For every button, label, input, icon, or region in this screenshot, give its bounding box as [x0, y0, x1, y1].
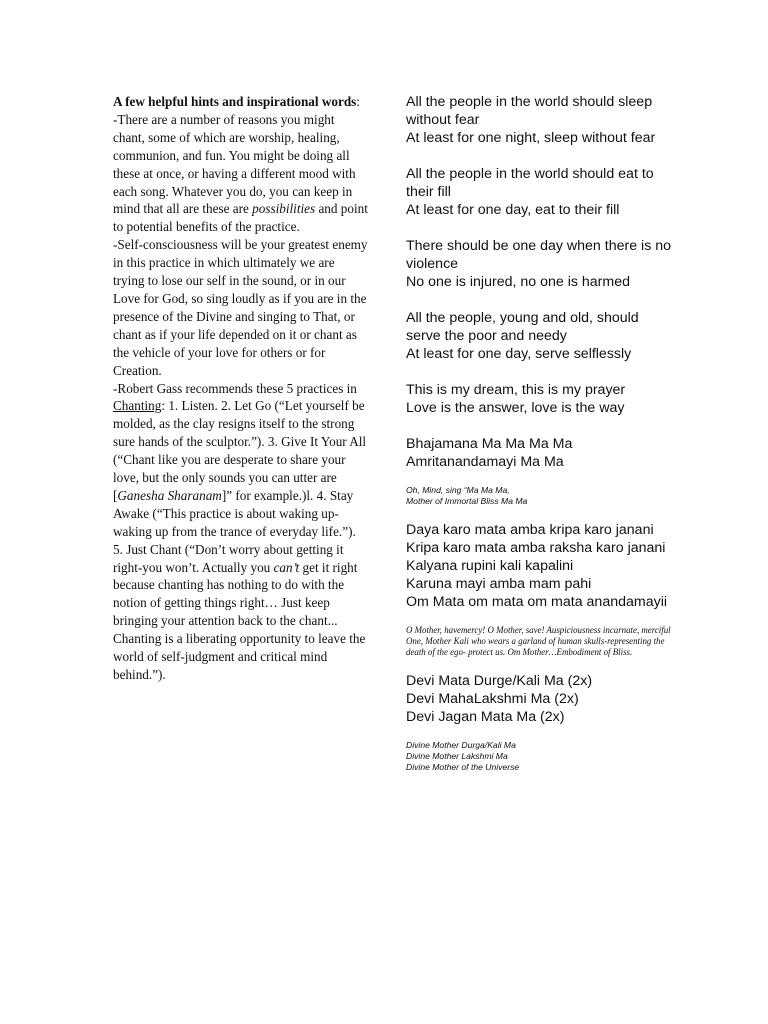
heading-text: A few helpful hints and inspirational words [113, 94, 357, 109]
p1-emphasis: possibilities [252, 201, 316, 217]
stanza-dream [406, 381, 671, 417]
stanza-eat [406, 165, 671, 219]
stanza-sleep [406, 93, 671, 147]
p3-emphasis: Ganesha Sharanam [117, 487, 222, 503]
paragraph-reasons [113, 111, 368, 236]
translation-line: Divine Mother Lakshmi Ma [406, 751, 508, 761]
stanza-line: At least for one day, eat to their fill [406, 202, 620, 218]
p3-start: -Robert Gass recommends these 5 practices in [113, 380, 357, 396]
chant-line: Bhajamana Ma Ma Ma Ma [406, 436, 573, 452]
translation-line: Oh, Mind, sing “Ma Ma Ma, [406, 485, 510, 495]
translation-line: Mother of Immortal Bliss Ma Ma [406, 496, 528, 506]
stanza-line: At least for one day, serve selflessly [406, 346, 632, 362]
translation-line: Divine Mother of the Universe [406, 762, 520, 772]
chant-line: Devi MahaLakshmi Ma (2x) [406, 691, 579, 707]
translation-line: Divine Mother Durga/Kali Ma [406, 740, 516, 750]
left-column [113, 93, 368, 684]
p3-mid2: ]” for example.)l. 4. Stay Awake (“This practice is about waking up-waking up from the trance of everyday life.”). 5. Just Chant (“Don’t worry about getting it right-you won’t. Actually you [113, 487, 356, 575]
hints-heading [113, 93, 368, 111]
chant-line: Om Mata om mata om mata anandamayii [406, 594, 667, 610]
stanza-line: All the people, young and old, should serve the poor and needy [406, 310, 639, 344]
stanza-line: At least for one night, sleep without fear [406, 130, 656, 146]
translation-bhajamana [406, 485, 671, 507]
translation-devi-mata [406, 740, 671, 773]
chant-line: Devi Jagan Mata Ma (2x) [406, 709, 565, 725]
p1-text: -There are a number of reasons you might chant, some of which are worship, healing, communion, and fun. You might be doing all these at once, or having a different mood with each song. Whatever you do, you can keep in mind that all are these are [113, 111, 356, 217]
chant-line: Karuna mayi amba mam pahi [406, 576, 592, 592]
paragraph-gass-practices [113, 380, 368, 684]
chant-line: Kripa karo mata amba raksha karo janani [406, 540, 666, 556]
chanting-book-title: Chanting [113, 398, 162, 414]
p1-end: and point to potential benefits of the practice. [113, 201, 368, 235]
translation-daya-karo: O Mother, havemercy! O Mother, save! Auspiciousness incarnate, merciful One, Mother Kali who wears a garland of human skulls-representing the death of the ego- protect us. Om Mother…Embodiment of Bliss. [406, 625, 671, 657]
stanza-line: There should be one day when there is no violence [406, 238, 672, 272]
paragraph-self-consciousness: -Self-consciousness will be your greatest enemy in this practice in which ultimately we are trying to lose our self in the sound, or in our Love for God, so sing loudly as if you are in the presence of the Divine and singing to That, or chant as if your life depended on it or chant as the vehicle of your love for others or for Creation. [113, 237, 368, 378]
heading-colon: : [356, 94, 360, 109]
chant-devi-mata [406, 672, 671, 726]
stanza-serve [406, 309, 671, 363]
chant-daya-karo [406, 521, 671, 611]
chant-bhajamana [406, 435, 671, 471]
p3-emphasis-2: can’t [273, 559, 300, 575]
chant-line: Daya karo mata amba kripa karo janani [406, 522, 654, 538]
stanza-line: All the people in the world should sleep without fear [406, 94, 653, 128]
stanza-line: Love is the answer, love is the way [406, 400, 625, 416]
stanza-line: No one is injured, no one is harmed [406, 274, 630, 290]
chant-line: Kalyana rupini kali kapalini [406, 558, 574, 574]
chant-line: Devi Mata Durge/Kali Ma (2x) [406, 673, 593, 689]
stanza-line: All the people in the world should eat to their fill [406, 166, 654, 200]
stanza-line: This is my dream, this is my prayer [406, 382, 626, 398]
right-column [406, 93, 671, 787]
chant-line: Amritanandamayi Ma Ma [406, 454, 564, 470]
p3-end: get it right because chanting has nothing to do with the notion of getting things right… Just keep bringing your attention back to the chant... Chanting is a liberating opportunity to leave the world of self-judgment and critical mind behind.”). [113, 559, 366, 682]
p3-mid: : 1. Listen. 2. Let Go (“Let yourself be molded, as the clay resigns itself to the strong sure hands of the sculptor.”). 3. Give It Your All (“Chant like you are desperate to share your love, but the only sounds you can utter are [ [113, 398, 367, 503]
stanza-violence [406, 237, 671, 291]
